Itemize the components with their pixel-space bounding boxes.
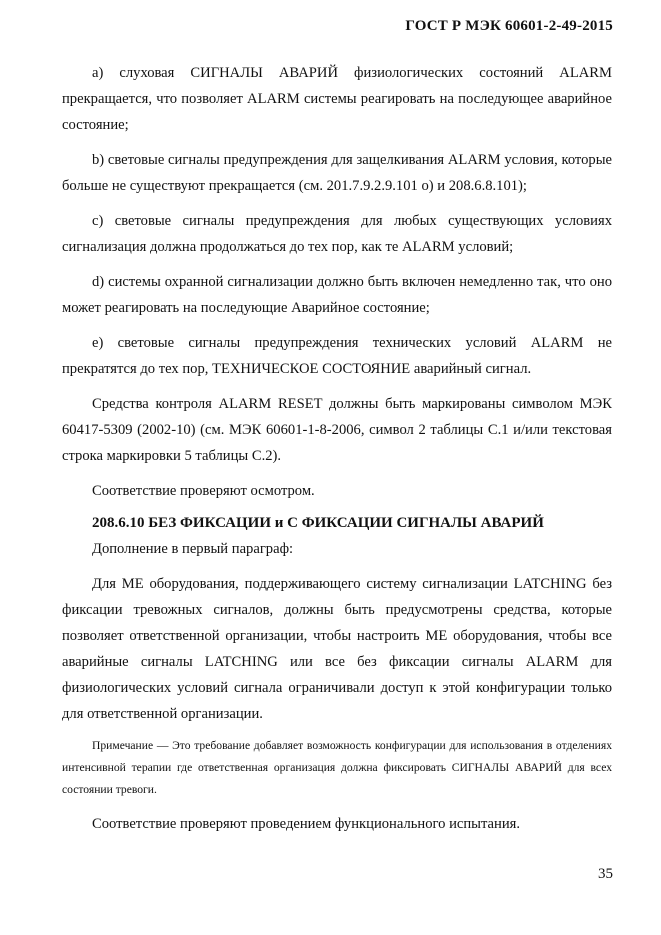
- note-block: [62, 735, 612, 801]
- compliance-inspection: Соответствие проверяют осмотром.: [92, 483, 315, 499]
- page-content: [62, 60, 612, 837]
- list-item-a: а) слуховая СИГНАЛЫ АВАРИЙ физиологических состояний ALARM прекращается, что позволяет ALARM системы реагировать на последующее аварийное состояние;: [62, 65, 612, 133]
- list-item-d: d) системы охранной сигнализации должно быть включен немедленно так, что оно может реагировать на последующие Аварийное состояние;: [62, 274, 612, 316]
- page-number: 35: [598, 866, 613, 882]
- standard-header: ГОСТ Р МЭК 60601-2-49-2015: [405, 18, 613, 34]
- list-item-b: b) световые сигналы предупреждения для защелкивания ALARM условия, которые больше не существуют прекращается (см. 201.7.9.2.9.101 о) и 208.6.8.101);: [62, 152, 612, 194]
- alarm-reset-paragraph: Средства контроля ALARM RESET должны быть маркированы символом МЭК 60417-5309 (2002-10) (см. МЭК 60601-1-8-2006, символ 2 таблицы С.1 и/или текстовая строка маркировки 5 таблицы С.2).: [62, 396, 612, 464]
- note-text: Примечание — Это требование добавляет возможность конфигурации для использования в отделениях интенсивной терапии где ответственная организация должна фиксировать СИГНАЛЫ АВАРИЙ для всех состоянии тревоги.: [62, 739, 612, 796]
- list-item-c: с) световые сигналы предупреждения для любых существующих условиях сигнализация должна продолжаться до тех пор, как те ALARM условий;: [62, 213, 612, 255]
- compliance-functional-test: Соответствие проверяют проведением функционального испытания.: [92, 816, 520, 832]
- list-item-e: е) световые сигналы предупреждения технических условий ALARM не прекратятся до тех пор, ТЕХНИЧЕСКОЕ СОСТОЯНИЕ аварийный сигнал.: [62, 335, 612, 377]
- latching-paragraph: Для МЕ оборудования, поддерживающего систему сигнализации LATCHING без фиксации тревожных сигналов, должны быть предусмотрены средства, которые позволяет ответственной организации, чтобы настроить МЕ оборудования, чтобы все аварийные сигналы LATCHING или все без фиксации сигналы ALARM для физиологических условий сигнала ограничивали доступ к этой конфигурации только для ответственной организации.: [62, 576, 612, 722]
- addition-line: Дополнение в первый параграф:: [92, 541, 294, 557]
- section-heading: 208.6.10 БЕЗ ФИКСАЦИИ и С ФИКСАЦИИ СИГНАЛЫ АВАРИЙ: [92, 515, 544, 531]
